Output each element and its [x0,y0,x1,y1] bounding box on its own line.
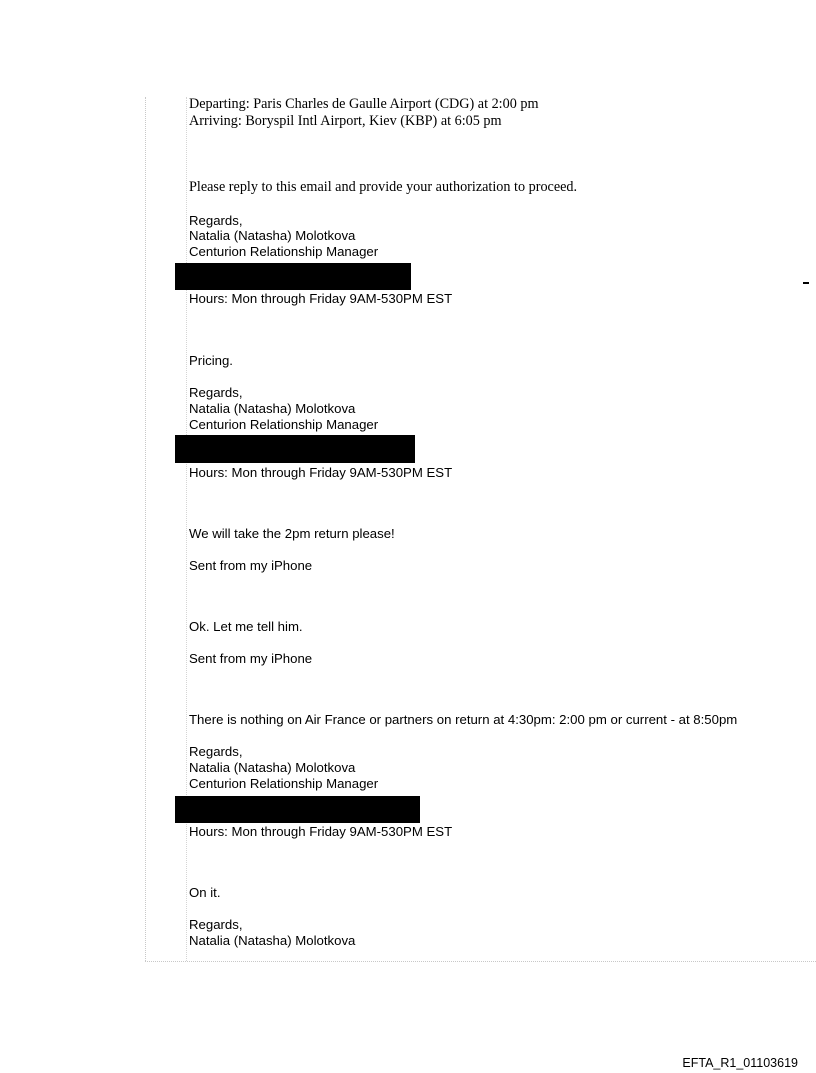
email-body: Ok. Let me tell him. [189,619,303,634]
redaction-block [175,263,411,290]
office-hours: Hours: Mon through Friday 9AM-530PM EST [189,824,453,839]
email-body: There is nothing on Air France or partners on return at 4:30pm: 2:00 pm or current - at 8:50pm [189,712,738,727]
email-signoff: Regards, [189,213,243,228]
sender-name: Natalia (Natasha) Molotkova [189,401,356,416]
redaction-block [175,435,415,463]
sender-name: Natalia (Natasha) Molotkova [189,933,356,948]
bates-number: EFTA_R1_01103619 [682,1056,798,1070]
flight-departing: Departing: Paris Charles de Gaulle Airport (CDG) at 2:00 pm [189,96,539,112]
page-frame-bottom-border [145,961,816,963]
margin-dash-mark [803,282,809,284]
flight-arriving: Arriving: Boryspil Intl Airport, Kiev (KBP) at 6:05 pm [189,113,502,129]
sender-title: Centurion Relationship Manager [189,417,379,432]
email-body: On it. [189,885,221,900]
sender-title: Centurion Relationship Manager [189,244,379,259]
sender-name: Natalia (Natasha) Molotkova [189,228,356,243]
office-hours: Hours: Mon through Friday 9AM-530PM EST [189,465,453,480]
sender-title: Centurion Relationship Manager [189,776,379,791]
quote-indent-border [186,97,188,961]
email-signoff: Regards, [189,744,243,759]
office-hours: Hours: Mon through Friday 9AM-530PM EST [189,291,453,306]
email-signoff: Regards, [189,385,243,400]
sent-from-iphone: Sent from my iPhone [189,558,313,573]
email-body: Please reply to this email and provide your authorization to proceed. [189,179,578,195]
email-signoff: Regards, [189,917,243,932]
sender-name: Natalia (Natasha) Molotkova [189,760,356,775]
redaction-block [175,796,420,823]
page-frame-left-border [145,97,147,961]
sent-from-iphone: Sent from my iPhone [189,651,313,666]
email-body: Pricing. [189,353,233,368]
email-body: We will take the 2pm return please! [189,526,395,541]
